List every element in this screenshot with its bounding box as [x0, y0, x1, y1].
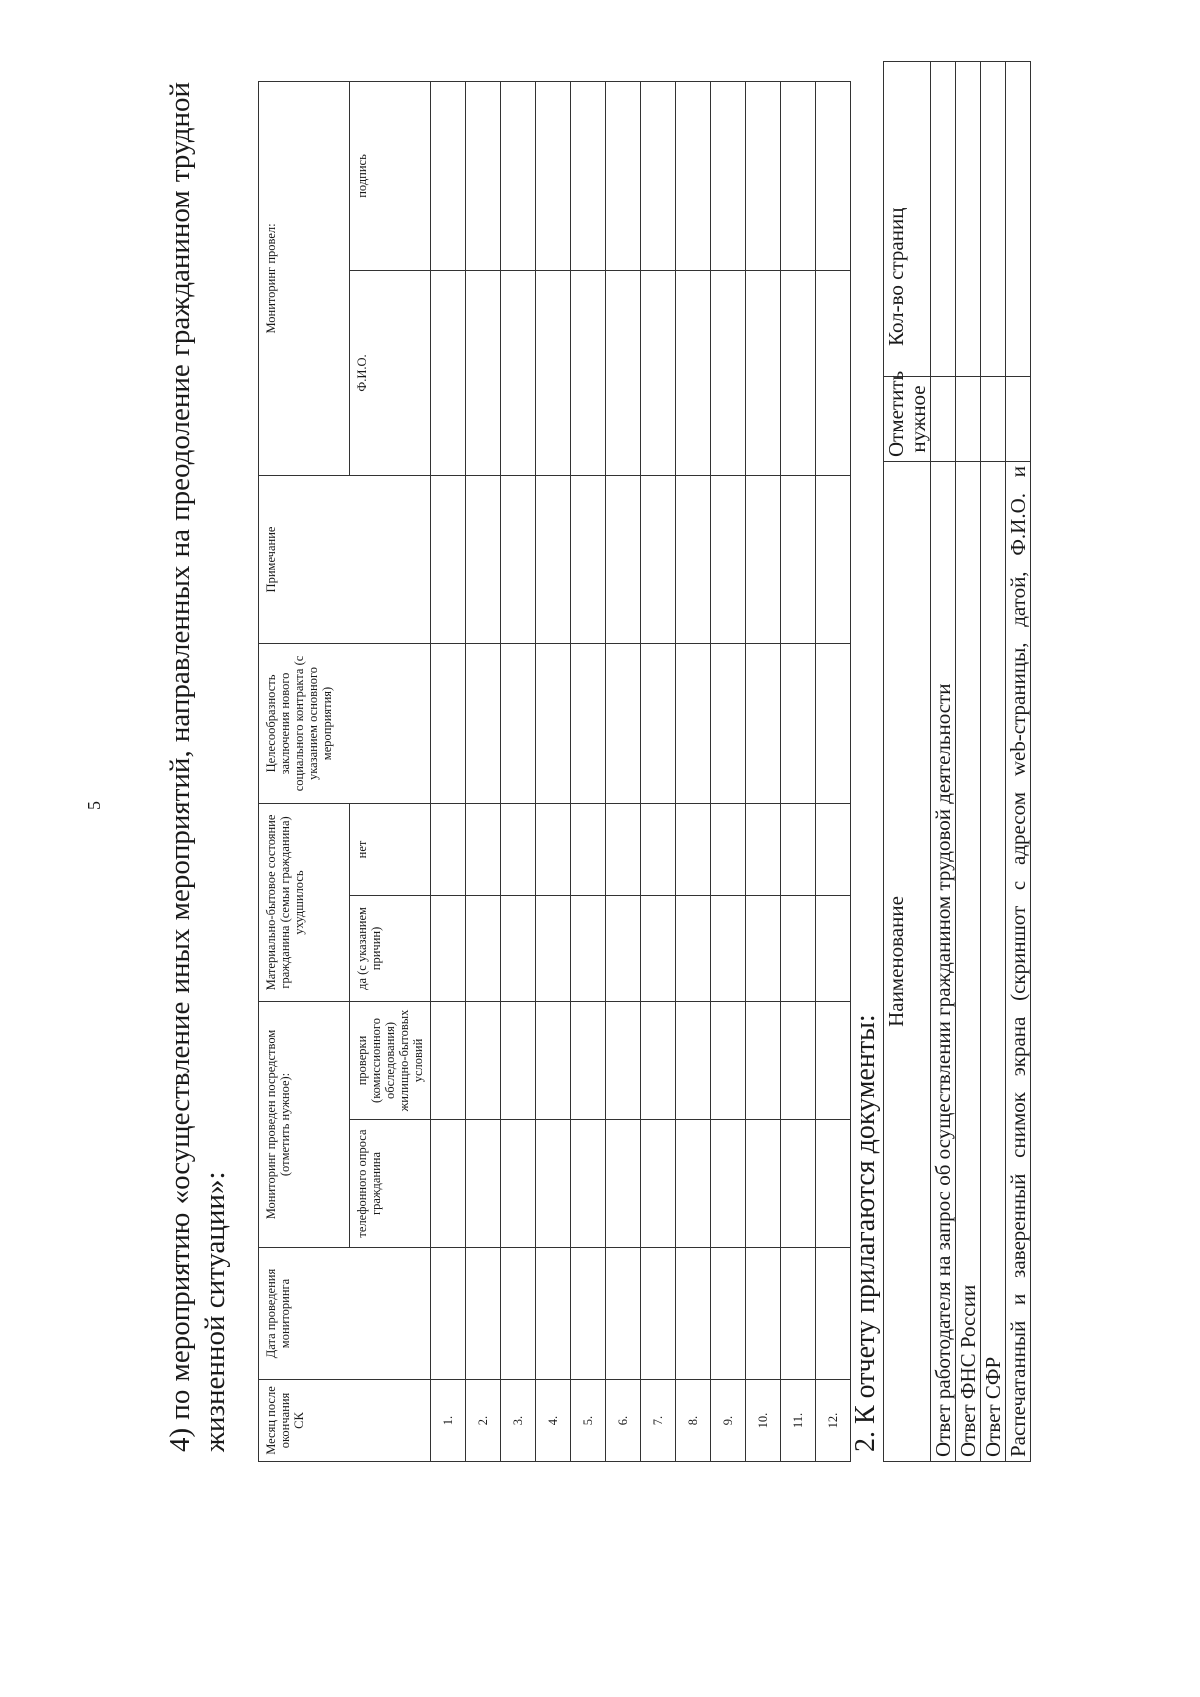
- table-cell[interactable]: [606, 1120, 641, 1248]
- table-cell[interactable]: [571, 475, 606, 643]
- row-number: 6.: [606, 1380, 641, 1462]
- table-cell[interactable]: [781, 803, 816, 895]
- table-row: [816, 81, 851, 1461]
- document-pages-cell[interactable]: [1006, 62, 1031, 377]
- table-cell[interactable]: [781, 475, 816, 643]
- document-pages-cell[interactable]: [931, 62, 956, 377]
- table-cell[interactable]: [816, 1001, 851, 1119]
- table-cell[interactable]: [501, 475, 536, 643]
- document-row: [1006, 62, 1031, 1462]
- table-cell[interactable]: [431, 1001, 466, 1119]
- table-cell[interactable]: [466, 475, 501, 643]
- table-cell[interactable]: [711, 1001, 746, 1119]
- table-cell[interactable]: [571, 1001, 606, 1119]
- header-method-phone: телефонного опроса гражданина: [350, 1120, 431, 1248]
- documents-title: 2. К отчету прилагаются документы:: [850, 1014, 881, 1452]
- table-cell[interactable]: [676, 643, 711, 803]
- header-conducted-signature: подпись: [350, 81, 431, 270]
- table-row: [501, 81, 536, 1461]
- table-cell[interactable]: [606, 1248, 641, 1380]
- row-number: 4.: [536, 1380, 571, 1462]
- document-pages-cell[interactable]: [956, 62, 981, 377]
- table-cell[interactable]: [676, 895, 711, 1001]
- table-cell[interactable]: [606, 643, 641, 803]
- section-heading: 4) по мероприятию «осуществление иных мероприятий, направленных на преодоление гражданином трудной жизненной ситуации»:: [164, 82, 231, 1452]
- header-condition: Материально-бытовое состояние гражданина (семьи гражданина) ухудшилось: [259, 803, 350, 1001]
- table-cell[interactable]: [781, 643, 816, 803]
- header-method-inspection: проверки (комиссионного обследования) жилищно-бытовых условий: [350, 1001, 431, 1119]
- table-cell[interactable]: [746, 895, 781, 1001]
- table-cell[interactable]: [816, 1248, 851, 1380]
- table-cell[interactable]: [466, 1248, 501, 1380]
- table-cell[interactable]: [536, 1248, 571, 1380]
- document-mark-cell[interactable]: [1006, 377, 1031, 462]
- header-month: Месяц после окончания СК: [259, 1380, 431, 1462]
- table-cell[interactable]: [501, 270, 536, 475]
- document-name: Ответ ФНС России: [956, 462, 981, 1462]
- row-number: 3.: [501, 1380, 536, 1462]
- table-cell[interactable]: [466, 81, 501, 270]
- table-cell[interactable]: [501, 895, 536, 1001]
- document-mark-cell[interactable]: [956, 377, 981, 462]
- table-cell[interactable]: [641, 643, 676, 803]
- table-cell[interactable]: [816, 270, 851, 475]
- header-condition-no: нет: [350, 803, 431, 895]
- table-cell[interactable]: [711, 643, 746, 803]
- table-cell[interactable]: [711, 475, 746, 643]
- table-row: [466, 81, 501, 1461]
- table-cell[interactable]: [431, 1248, 466, 1380]
- table-cell[interactable]: [676, 270, 711, 475]
- table-cell[interactable]: [781, 270, 816, 475]
- row-number: 2.: [466, 1380, 501, 1462]
- table-cell[interactable]: [711, 803, 746, 895]
- monitoring-table: [258, 81, 851, 1462]
- table-cell[interactable]: [816, 475, 851, 643]
- document-mark-cell[interactable]: [931, 377, 956, 462]
- header-condition-yes: да (с указанием причин): [350, 895, 431, 1001]
- table-cell[interactable]: [676, 1248, 711, 1380]
- row-number: 11.: [781, 1380, 816, 1462]
- table-cell[interactable]: [641, 895, 676, 1001]
- table-cell[interactable]: [781, 895, 816, 1001]
- table-cell[interactable]: [501, 803, 536, 895]
- table-cell[interactable]: [536, 803, 571, 895]
- documents-table-body: [931, 62, 1031, 1462]
- table-cell[interactable]: [466, 270, 501, 475]
- table-cell[interactable]: [676, 1001, 711, 1119]
- table-row: [676, 81, 711, 1461]
- table-cell[interactable]: [571, 643, 606, 803]
- table-cell[interactable]: [466, 1001, 501, 1119]
- table-cell[interactable]: [711, 895, 746, 1001]
- table-cell[interactable]: [641, 1001, 676, 1119]
- table-cell[interactable]: [501, 643, 536, 803]
- table-row: [711, 81, 746, 1461]
- table-cell[interactable]: [641, 1248, 676, 1380]
- table-cell[interactable]: [571, 81, 606, 270]
- table-cell[interactable]: [431, 1120, 466, 1248]
- table-cell[interactable]: [431, 803, 466, 895]
- table-cell[interactable]: [571, 270, 606, 475]
- table-cell[interactable]: [431, 643, 466, 803]
- table-cell[interactable]: [606, 803, 641, 895]
- table-cell[interactable]: [816, 643, 851, 803]
- table-row: [641, 81, 676, 1461]
- table-cell[interactable]: [746, 270, 781, 475]
- table-cell[interactable]: [431, 81, 466, 270]
- table-cell[interactable]: [676, 803, 711, 895]
- table-cell[interactable]: [816, 1120, 851, 1248]
- header-conducted-name: Ф.И.О.: [350, 270, 431, 475]
- table-cell[interactable]: [641, 81, 676, 270]
- document-name: Ответ СФР: [981, 462, 1006, 1462]
- table-cell[interactable]: [746, 475, 781, 643]
- table-cell[interactable]: [746, 81, 781, 270]
- monitoring-table-body: [431, 81, 851, 1461]
- table-cell[interactable]: [676, 1120, 711, 1248]
- row-number: 10.: [746, 1380, 781, 1462]
- table-cell[interactable]: [536, 1001, 571, 1119]
- documents-table: [883, 61, 1031, 1462]
- header-conducted-by: Мониторинг провел:: [259, 81, 350, 475]
- page-number: 5: [84, 801, 104, 810]
- table-cell[interactable]: [641, 803, 676, 895]
- document-name: Распечатанный и заверенный снимок экрана (скриншот с адресом web-страницы, датой, Ф.И.О. и: [1006, 462, 1031, 1462]
- table-cell[interactable]: [466, 895, 501, 1001]
- document-row: [956, 62, 981, 1462]
- table-cell[interactable]: [606, 270, 641, 475]
- table-cell[interactable]: [536, 643, 571, 803]
- table-cell[interactable]: [781, 1248, 816, 1380]
- table-cell[interactable]: [746, 1120, 781, 1248]
- document-row: [981, 62, 1006, 1462]
- table-cell[interactable]: [536, 475, 571, 643]
- table-cell[interactable]: [501, 81, 536, 270]
- table-row: [571, 81, 606, 1461]
- header-note: Примечание: [259, 475, 431, 643]
- table-cell[interactable]: [571, 895, 606, 1001]
- table-cell[interactable]: [501, 1248, 536, 1380]
- table-row: [781, 81, 816, 1461]
- table-cell[interactable]: [606, 895, 641, 1001]
- header-doc-pages: Кол-во страниц: [884, 62, 931, 377]
- header-doc-name: Наименование: [884, 462, 931, 1462]
- table-cell[interactable]: [536, 81, 571, 270]
- table-cell[interactable]: [816, 81, 851, 270]
- table-cell[interactable]: [781, 81, 816, 270]
- table-cell[interactable]: [571, 803, 606, 895]
- table-cell[interactable]: [466, 643, 501, 803]
- table-cell[interactable]: [816, 895, 851, 1001]
- table-cell[interactable]: [606, 81, 641, 270]
- table-row: [431, 81, 466, 1461]
- table-cell[interactable]: [676, 475, 711, 643]
- header-date: Дата проведения мониторинга: [259, 1248, 431, 1380]
- table-cell[interactable]: [501, 1001, 536, 1119]
- table-cell[interactable]: [431, 475, 466, 643]
- table-cell[interactable]: [746, 1248, 781, 1380]
- table-cell[interactable]: [641, 1120, 676, 1248]
- row-number: 12.: [816, 1380, 851, 1462]
- document-row: [931, 62, 956, 1462]
- document-mark-cell[interactable]: [981, 377, 1006, 462]
- table-cell[interactable]: [501, 1120, 536, 1248]
- table-cell[interactable]: [466, 803, 501, 895]
- row-number: 8.: [676, 1380, 711, 1462]
- table-cell[interactable]: [676, 81, 711, 270]
- table-row: [606, 81, 641, 1461]
- table-cell[interactable]: [641, 475, 676, 643]
- table-cell[interactable]: [746, 643, 781, 803]
- row-number: 5.: [571, 1380, 606, 1462]
- header-doc-mark: Отметить нужное: [884, 377, 931, 462]
- table-cell[interactable]: [746, 803, 781, 895]
- table-cell[interactable]: [536, 895, 571, 1001]
- row-number: 9.: [711, 1380, 746, 1462]
- table-cell[interactable]: [746, 1001, 781, 1119]
- table-row: [746, 81, 781, 1461]
- table-cell[interactable]: [816, 803, 851, 895]
- table-cell[interactable]: [536, 1120, 571, 1248]
- document-name: Ответ работодателя на запрос об осуществлении гражданином трудовой деятельности: [931, 462, 956, 1462]
- table-cell[interactable]: [641, 270, 676, 475]
- table-cell[interactable]: [431, 270, 466, 475]
- table-cell[interactable]: [571, 1120, 606, 1248]
- document-pages-cell[interactable]: [981, 62, 1006, 377]
- table-cell[interactable]: [536, 270, 571, 475]
- table-cell[interactable]: [711, 1248, 746, 1380]
- table-cell[interactable]: [571, 1248, 606, 1380]
- table-cell[interactable]: [431, 895, 466, 1001]
- row-number: 7.: [641, 1380, 676, 1462]
- table-cell[interactable]: [781, 1001, 816, 1119]
- table-cell[interactable]: [466, 1120, 501, 1248]
- header-method: Мониторинг проведен посредством (отметить нужное):: [259, 1001, 350, 1247]
- table-cell[interactable]: [711, 1120, 746, 1248]
- table-row: [536, 81, 571, 1461]
- table-cell[interactable]: [606, 475, 641, 643]
- table-cell[interactable]: [711, 270, 746, 475]
- header-expediency: Целесообразность заключения нового социального контракта (с указанием основного мероприятия): [259, 643, 431, 803]
- table-cell[interactable]: [606, 1001, 641, 1119]
- row-number: 1.: [431, 1380, 466, 1462]
- table-cell[interactable]: [781, 1120, 816, 1248]
- table-cell[interactable]: [711, 81, 746, 270]
